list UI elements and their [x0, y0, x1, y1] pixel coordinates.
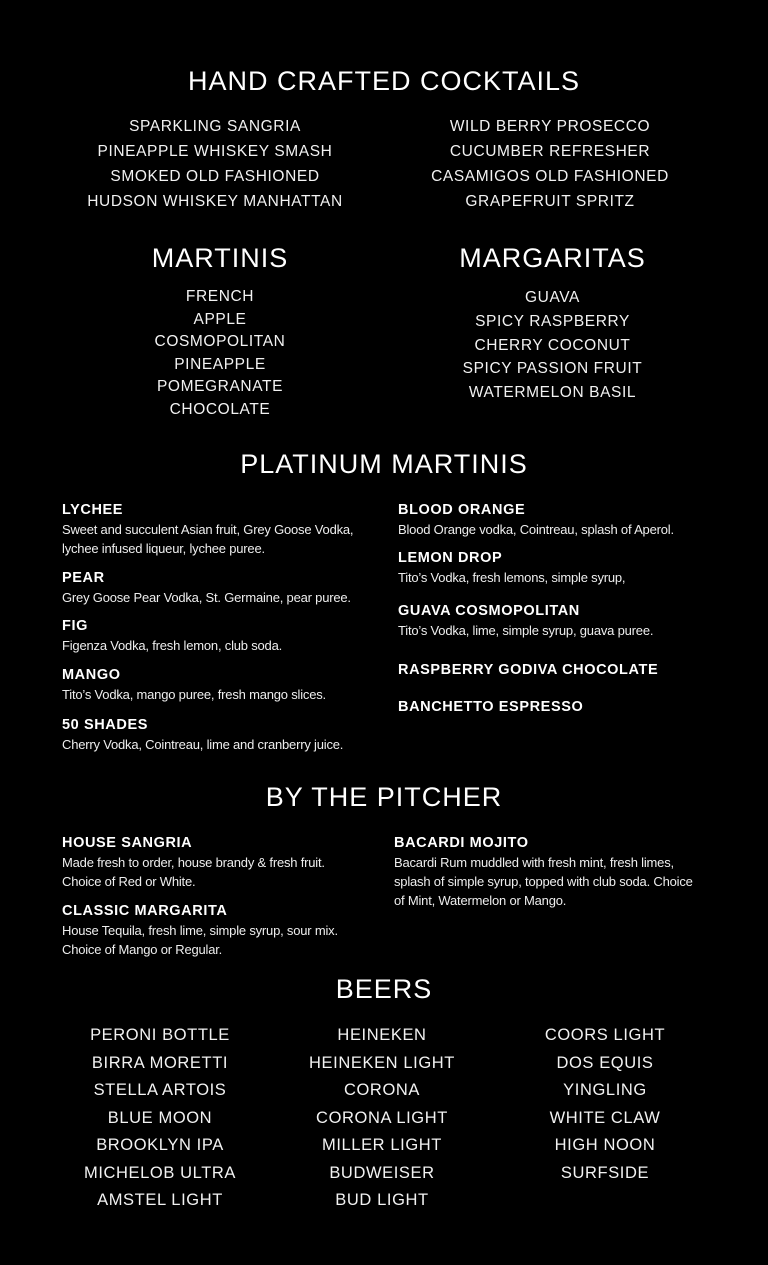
item-description: Sweet and succulent Asian fruit, Grey Goose Vodka, lychee infused liqueur, lychee puree.	[62, 522, 354, 556]
martini-item: APPLE	[193, 310, 247, 328]
margaritas-list	[420, 286, 685, 405]
cocktail-item: SMOKED OLD FASHIONED	[110, 168, 320, 185]
cocktail-item: CUCUMBER REFRESHER	[449, 143, 651, 160]
item-description: Made fresh to order, house brandy & fresh fruit. Choice of Red or White.	[62, 855, 325, 889]
item-name: GUAVA COSMOPOLITAN	[398, 603, 580, 619]
item-description: Figenza Vodka, fresh lemon, club soda.	[62, 638, 283, 653]
pitcher-title: BY THE PITCHER	[265, 782, 503, 812]
platinum-item-guava-cosmopolitan	[398, 602, 728, 640]
platinum-item-raspberry-godiva-chocolate	[398, 661, 728, 680]
item-name: BLOOD ORANGE	[398, 502, 526, 518]
beer-item: HIGH NOON	[554, 1136, 656, 1154]
platinum-item-pear	[62, 569, 382, 607]
martinis-title: MARTINIS	[151, 243, 289, 273]
beer-item: YINGLING	[563, 1081, 647, 1099]
martinis-list	[90, 286, 350, 422]
martini-item: POMEGRANATE	[156, 378, 284, 396]
cocktail-item: WILD BERRY PROSECCO	[449, 118, 651, 135]
cocktail-item: CASAMIGOS OLD FASHIONED	[431, 168, 669, 185]
item-description: Tito’s Vodka, mango puree, fresh mango slices.	[62, 687, 326, 702]
item-description: House Tequila, fresh lime, simple syrup, sour mix. Choice of Mango or Regular.	[62, 923, 338, 957]
beer-item: COORS LIGHT	[544, 1026, 666, 1044]
beer-item: BLUE MOON	[107, 1108, 213, 1127]
beer-item: MICHELOB ULTRA	[83, 1163, 237, 1182]
martini-item: CHOCOLATE	[169, 400, 271, 418]
platinum-title: PLATINUM MARTINIS	[240, 449, 528, 479]
margaritas-title: MARGARITAS	[459, 243, 646, 273]
item-name: LYCHEE	[62, 502, 124, 518]
beers-col3-list	[500, 1022, 710, 1187]
platinum-item-banchetto-espresso	[398, 698, 728, 717]
pitcher-item-classic-margarita	[62, 902, 367, 959]
cocktail-item: SPARKLING SANGRIA	[129, 118, 301, 135]
beer-item: HEINEKEN LIGHT	[309, 1053, 455, 1072]
margarita-item: WATERMELON BASIL	[468, 384, 637, 402]
cocktail-item: PINEAPPLE WHISKEY SMASH	[97, 143, 333, 160]
beer-item: BUD LIGHT	[335, 1191, 429, 1209]
cocktails-left-list	[60, 114, 370, 214]
margarita-item: GUAVA	[525, 289, 580, 306]
platinum-item-mango	[62, 666, 382, 704]
item-description: Grey Goose Pear Vodka, St. Germaine, pear puree.	[62, 590, 351, 605]
beer-item: MILLER LIGHT	[322, 1136, 442, 1154]
platinum-item-blood-orange	[398, 501, 728, 539]
martini-item: COSMOPOLITAN	[154, 333, 286, 351]
pitcher-item-bacardi-mojito	[394, 834, 699, 910]
item-name: FIG	[62, 618, 88, 634]
item-name: HOUSE SANGRIA	[62, 835, 193, 851]
beer-item: PERONI BOTTLE	[90, 1026, 230, 1044]
beers-title: BEERS	[335, 974, 433, 1004]
margarita-item: SPICY PASSION FRUIT	[462, 360, 643, 378]
beers-col2-list	[277, 1022, 487, 1215]
item-name: BANCHETTO ESPRESSO	[398, 699, 584, 715]
margarita-item: SPICY RASPBERRY	[475, 312, 630, 330]
beer-item: STELLA ARTOIS	[93, 1081, 227, 1099]
item-name: 50 SHADES	[62, 717, 148, 733]
item-name: MANGO	[62, 667, 121, 683]
cocktails-right-list	[400, 114, 700, 214]
item-name: PEAR	[62, 570, 105, 586]
beer-item: SURFSIDE	[560, 1163, 650, 1182]
platinum-item-fig	[62, 617, 382, 655]
item-name: CLASSIC MARGARITA	[62, 903, 228, 919]
platinum-item-lychee	[62, 501, 362, 558]
margarita-item: CHERRY COCONUT	[474, 336, 631, 354]
beer-item: CORONA LIGHT	[316, 1108, 448, 1127]
item-description: Bacardi Rum muddled with fresh mint, fresh limes, splash of simple syrup, topped with club soda. Choice of Mint, Watermelon or Mango.	[394, 855, 693, 908]
martini-item: PINEAPPLE	[174, 355, 266, 373]
beer-item: BROOKLYN IPA	[96, 1136, 224, 1154]
beer-item: HEINEKEN	[337, 1026, 427, 1044]
item-description: Tito’s Vodka, lime, simple syrup, guava puree.	[398, 623, 654, 638]
item-description: Cherry Vodka, Cointreau, lime and cranberry juice.	[62, 737, 344, 752]
beer-item: WHITE CLAW	[549, 1108, 661, 1127]
platinum-item-50-shades	[62, 716, 382, 754]
beer-item: BIRRA MORETTI	[91, 1053, 229, 1072]
beer-item: BUDWEISER	[329, 1163, 435, 1182]
item-description: Tito’s Vodka, fresh lemons, simple syrup,	[398, 570, 626, 585]
pitcher-item-house-sangria	[62, 834, 367, 891]
beer-item: AMSTEL LIGHT	[97, 1191, 223, 1209]
martini-item: FRENCH	[185, 288, 255, 305]
item-name: RASPBERRY GODIVA CHOCOLATE	[398, 662, 659, 678]
item-name: BACARDI MOJITO	[394, 835, 529, 851]
beer-item: CORONA	[343, 1081, 421, 1099]
item-description: Blood Orange vodka, Cointreau, splash of Aperol.	[398, 522, 674, 537]
platinum-item-lemon-drop	[398, 549, 728, 587]
beers-col1-list	[55, 1022, 265, 1215]
cocktails-title: HAND CRAFTED COCKTAILS	[187, 66, 581, 96]
item-name: LEMON DROP	[398, 550, 503, 566]
cocktail-item: GRAPEFRUIT SPRITZ	[465, 193, 635, 210]
cocktail-item: HUDSON WHISKEY MANHATTAN	[87, 193, 343, 210]
beer-item: DOS EQUIS	[556, 1053, 654, 1072]
